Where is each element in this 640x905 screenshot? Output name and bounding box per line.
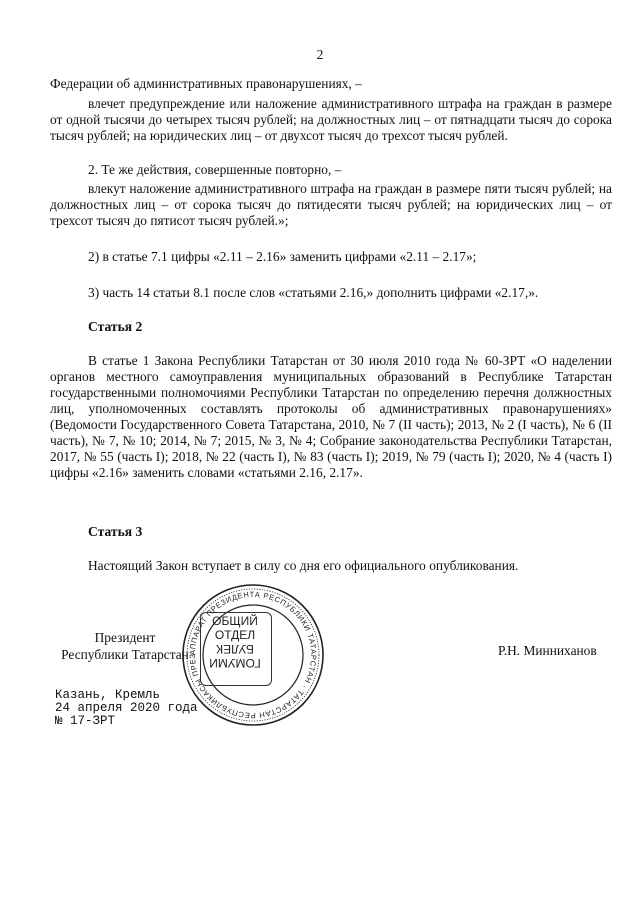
signature-title-line1: Президент [94,630,156,645]
signatory-name: Р.Н. Минниханов [498,643,597,658]
paragraph-item-3: 3) часть 14 статьи 8.1 после слов «статьями 2.16,» дополнить цифрами «2.17,». [88,285,539,300]
paragraph-penalty-repeat: влекут наложение административного штрафа на граждан в размере пяти тысяч рублей; на должностных лиц – от сорока тысяч до пятидесяти тысяч рублей; на юридических лиц – от трехсот тысяч до пятисот тысяч рублей.»; [50,181,612,228]
paragraph-federation: Федерации об административных правонарушениях, – [50,76,362,91]
seal-ring-text: АППАРАТ ПРЕЗИДЕНТА РЕСПУБЛИКИ ТАТАРСТАН · ТАТАРСТАН РЕСПУБЛИКАСЫ ПРЕЗ [187,589,319,721]
footer-date: 24 апреля 2020 года [55,701,198,715]
stamp-line-3: БУЛЕК [216,642,254,656]
footer-number: № 17-ЗРТ [55,714,116,728]
signature-title-line2: Республики Татарстан [61,647,189,662]
signature-title [50,629,200,663]
article-3-text: Настоящий Закон вступает в силу со дня его официального опубликования. [88,558,519,573]
page-number: 2 [316,47,324,62]
article-3-heading: Статья 3 [88,524,143,539]
stamp-line-4: ГОМУМИ [209,656,261,670]
paragraph-penalty-first: влечет предупреждение или наложение административного штрафа на граждан в размере от одной тысячи до четырех тысяч рублей; на должностных лиц – от пятнадцати тысяч до сорока тысяч рублей; на юридических лиц – от двухсот тысяч до трехсот тысяч рублей. [50,96,612,143]
article-2-text: В статье 1 Закона Республики Татарстан от 30 июля 2010 года № 60-ЗРТ «О наделении органов местного самоуправления муниципальных образований в Республике Татарстан государственными полномочиями Республики Татарстан по определению перечня должностных лиц, уполномоченных составлять протоколы об административных правонарушениях» (Ведомости Государственного Совета Татарстана, 2010, № 7 (II часть); 2013, № 2 (I часть), № 6 (II часть), № 7, № 10; 2014, № 7; 2015, № 3, № 4; Собрание законодательства Республики Татарстан, 2017, № 55 (часть I); 2018, № 22 (часть I), № 83 (часть I); 2019, № 79 (часть I); 2020, № 4 (часть I) цифры «2.16» заменить словами «статьями 2.16, 2.17». [50,353,612,480]
article-2-heading: Статья 2 [88,319,143,334]
stamp-line-1: ОБЩИЙ [212,614,258,628]
paragraph-item-2: 2) в статье 7.1 цифры «2.11 – 2.16» заменить цифрами «2.11 – 2.17»; [88,249,477,264]
paragraph-repeat-actions: 2. Те же действия, совершенные повторно, – [88,162,342,177]
stamp-line-2: ОТДЕЛ [214,628,256,642]
footer-place: Казань, Кремль [55,688,161,702]
